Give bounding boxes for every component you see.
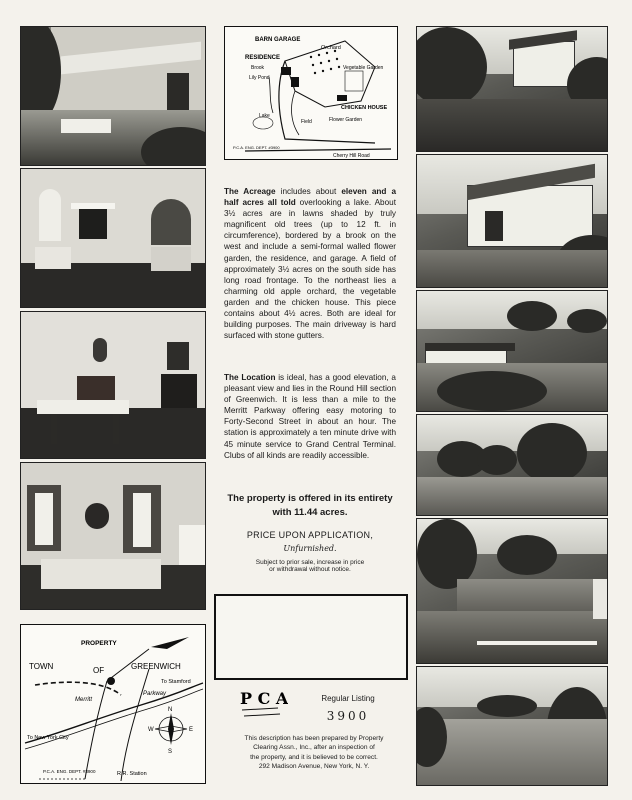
- estate-map-credit: P.C.A. ENG. DEPT. #3900: [233, 145, 280, 150]
- price-note-2: or withdrawal without notice.: [269, 566, 351, 573]
- offer-line-2: with 11.44 acres.: [272, 507, 348, 518]
- photo-chicken-house: [416, 290, 608, 412]
- estate-map-flower-garden: Flower Garden: [329, 117, 363, 123]
- prepared-line-3: the property, and it is believed to be correct.: [250, 753, 378, 761]
- town-map: [20, 624, 206, 784]
- acreage-text-1: includes about: [275, 187, 342, 196]
- prepared-line-2: Clearing Assn., Inc., after an inspection of: [253, 744, 375, 752]
- estate-map: [224, 26, 398, 160]
- acreage-bold: eleven and a half acres all told: [224, 187, 397, 208]
- price-block: [216, 530, 404, 573]
- prepared-line-4: 292 Madison Avenue, New York, N. Y.: [258, 763, 370, 771]
- photo-bedroom: [20, 462, 206, 610]
- map-label-greenwich: GREENWICH: [131, 662, 181, 671]
- estate-map-vegetable-garden: Vegetable Garden: [343, 65, 384, 71]
- offer-statement: [216, 492, 404, 520]
- photo-terrace: [20, 26, 206, 166]
- location-lead: The Location: [224, 373, 276, 382]
- pca-logo: [238, 688, 288, 734]
- map-label-new-york-city: To New York City: [27, 735, 69, 741]
- compass-south: S: [168, 749, 173, 755]
- compass-east: E: [189, 727, 194, 733]
- regular-listing-label: Regular Listing: [321, 694, 375, 703]
- prepared-line-1: This description has been prepared by Property: [244, 735, 384, 742]
- map-label-station: R.R. Station: [117, 771, 147, 777]
- offer-line-1: The property is offered in its entirety: [227, 493, 393, 504]
- regular-listing-number: 3900: [326, 709, 370, 723]
- compass-west: W: [148, 727, 154, 733]
- photo-residence-exterior: [416, 26, 608, 152]
- photo-orchard: [416, 414, 608, 516]
- photo-barn: [416, 154, 608, 288]
- acreage-lead: The Acreage: [224, 187, 276, 196]
- map-label-parkway: Parkway: [143, 691, 167, 697]
- estate-map-lily-pond: Lily Pond: [249, 75, 270, 81]
- photo-vegetable-garden: [416, 518, 608, 664]
- map-label-property: PROPERTY: [81, 640, 117, 647]
- location-paragraph: [224, 372, 396, 461]
- price-subheading: Unfurnished.: [283, 544, 337, 553]
- estate-map-road: Cherry Hill Road: [333, 153, 370, 159]
- estate-map-field: Field: [301, 119, 312, 125]
- estate-map-brook: Brook: [251, 65, 265, 71]
- agent-stamp-box: [214, 594, 408, 680]
- estate-map-residence: RESIDENCE: [245, 55, 281, 61]
- acreage-text-2: overlooking a lake. About 3½ acres are in lawns shaded by truly magnificent old trees (up to 12 ft. in circumference), bordered by a brook on the west and include a semi-formal walled flower garden, the residence, and garage. A field of approximately 3½ acres on the south side has long road frontage. To the northeast lies a charming old apple orchard, the vegetable garden and the chicken house. This piece contains about 4½ acres. Both are ideal for building purposes. The main driveway is hard surfaced with stone gutters.: [224, 198, 396, 341]
- map-label-merritt: Merritt: [75, 697, 92, 703]
- compass-north: N: [168, 707, 173, 713]
- pca-logo-text: P C A: [240, 689, 288, 708]
- town-map-credit: P.C.A. ENG. DEPT. #3900: [43, 769, 96, 774]
- map-label-of: OF: [93, 666, 105, 675]
- photo-living-room: [20, 168, 206, 308]
- estate-map-barn-garage: BARN GARAGE: [255, 37, 301, 43]
- estate-map-chicken-house: CHICKEN HOUSE: [341, 105, 388, 111]
- price-note-1: Subject to prior sale, increase in price: [255, 559, 365, 566]
- estate-map-orchard: Orchard: [321, 45, 341, 51]
- estate-map-lake: Lake: [259, 113, 270, 119]
- photo-field: [416, 666, 608, 786]
- regular-listing: [306, 694, 390, 723]
- location-text: is ideal, has a good elevation, a pleasant view and lies in the Round Hill section of Greenwich. It is less than a mile to the Merritt Parkway offering easy motoring to Forty-Second Street in about an hour. The station is approximately a ten minute drive with 45 minute service to Grand Central Terminal. Clubs of all kinds are readily accessible.: [224, 373, 396, 460]
- map-label-stamford: To Stamford: [161, 679, 191, 685]
- price-heading: PRICE UPON APPLICATION,: [246, 530, 374, 540]
- map-label-town: TOWN: [29, 662, 54, 671]
- photo-dining-room: [20, 311, 206, 459]
- prepared-by-note: [224, 734, 404, 772]
- acreage-paragraph: [224, 186, 396, 341]
